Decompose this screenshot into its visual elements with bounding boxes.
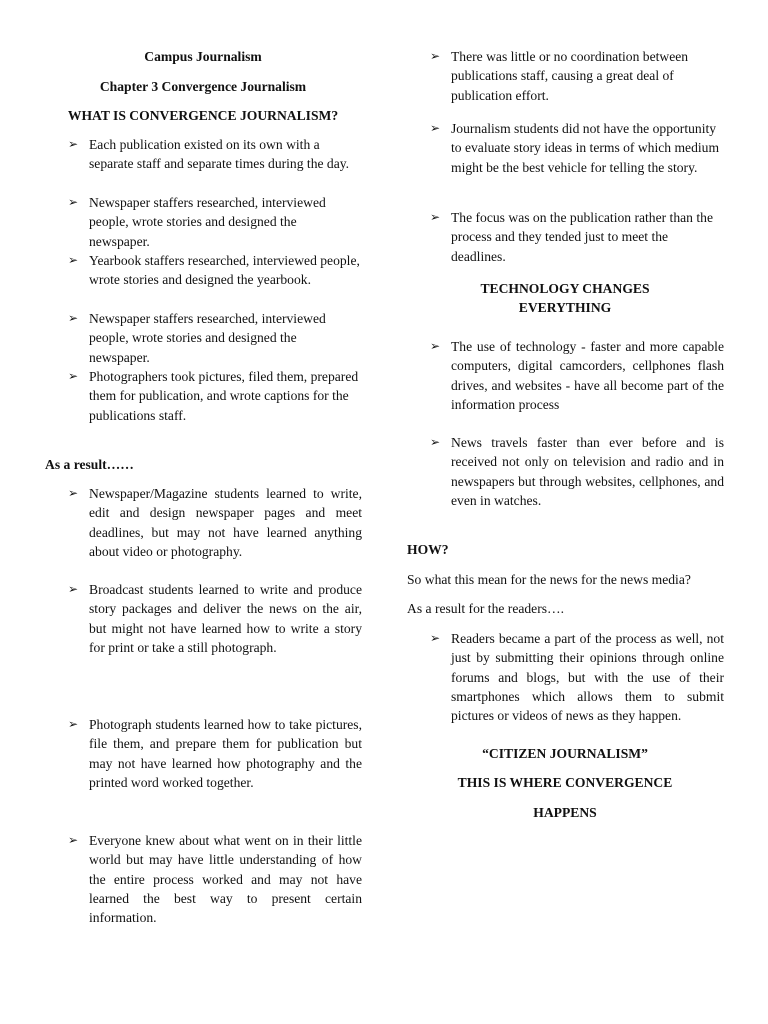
arrowhead-bullet-icon: ➢: [68, 486, 79, 500]
how-heading: HOW?: [407, 542, 449, 557]
arrowhead-bullet-icon: ➢: [430, 121, 441, 135]
arrowhead-bullet-icon: ➢: [430, 49, 441, 63]
arrowhead-bullet-icon: ➢: [68, 137, 79, 151]
section-heading-what-is: WHAT IS CONVERGENCE JOURNALISM?: [67, 108, 339, 123]
paragraph-readers: As a result for the readers….: [407, 601, 565, 616]
arrowhead-bullet-icon: ➢: [68, 717, 79, 731]
arrowhead-bullet-icon: ➢: [430, 210, 441, 224]
arrowhead-bullet-icon: ➢: [68, 833, 79, 847]
arrowhead-bullet-icon: ➢: [430, 339, 441, 353]
arrowhead-bullet-icon: ➢: [68, 311, 79, 325]
arrowhead-bullet-icon: ➢: [68, 195, 79, 209]
convergence-heading: THIS IS WHERE CONVERGENCE: [457, 775, 673, 790]
happens-heading: HAPPENS: [533, 805, 597, 820]
arrowhead-bullet-icon: ➢: [68, 369, 79, 383]
document-title: Campus Journalism: [144, 49, 262, 64]
chapter-title: Chapter 3 Convergence Journalism: [99, 79, 307, 94]
paragraph-news-media: So what this mean for the news for the news media?: [407, 572, 691, 587]
citizen-journalism-heading: “CITIZEN JOURNALISM”: [482, 746, 648, 761]
arrowhead-bullet-icon: ➢: [68, 582, 79, 596]
as-a-result-heading: As a result……: [45, 457, 134, 472]
arrowhead-bullet-icon: ➢: [430, 631, 441, 645]
section-heading-technology-line2: EVERYTHING: [518, 300, 612, 315]
section-heading-technology: TECHNOLOGY CHANGES: [480, 281, 650, 296]
arrowhead-bullet-icon: ➢: [430, 435, 441, 449]
arrowhead-bullet-icon: ➢: [68, 253, 79, 267]
